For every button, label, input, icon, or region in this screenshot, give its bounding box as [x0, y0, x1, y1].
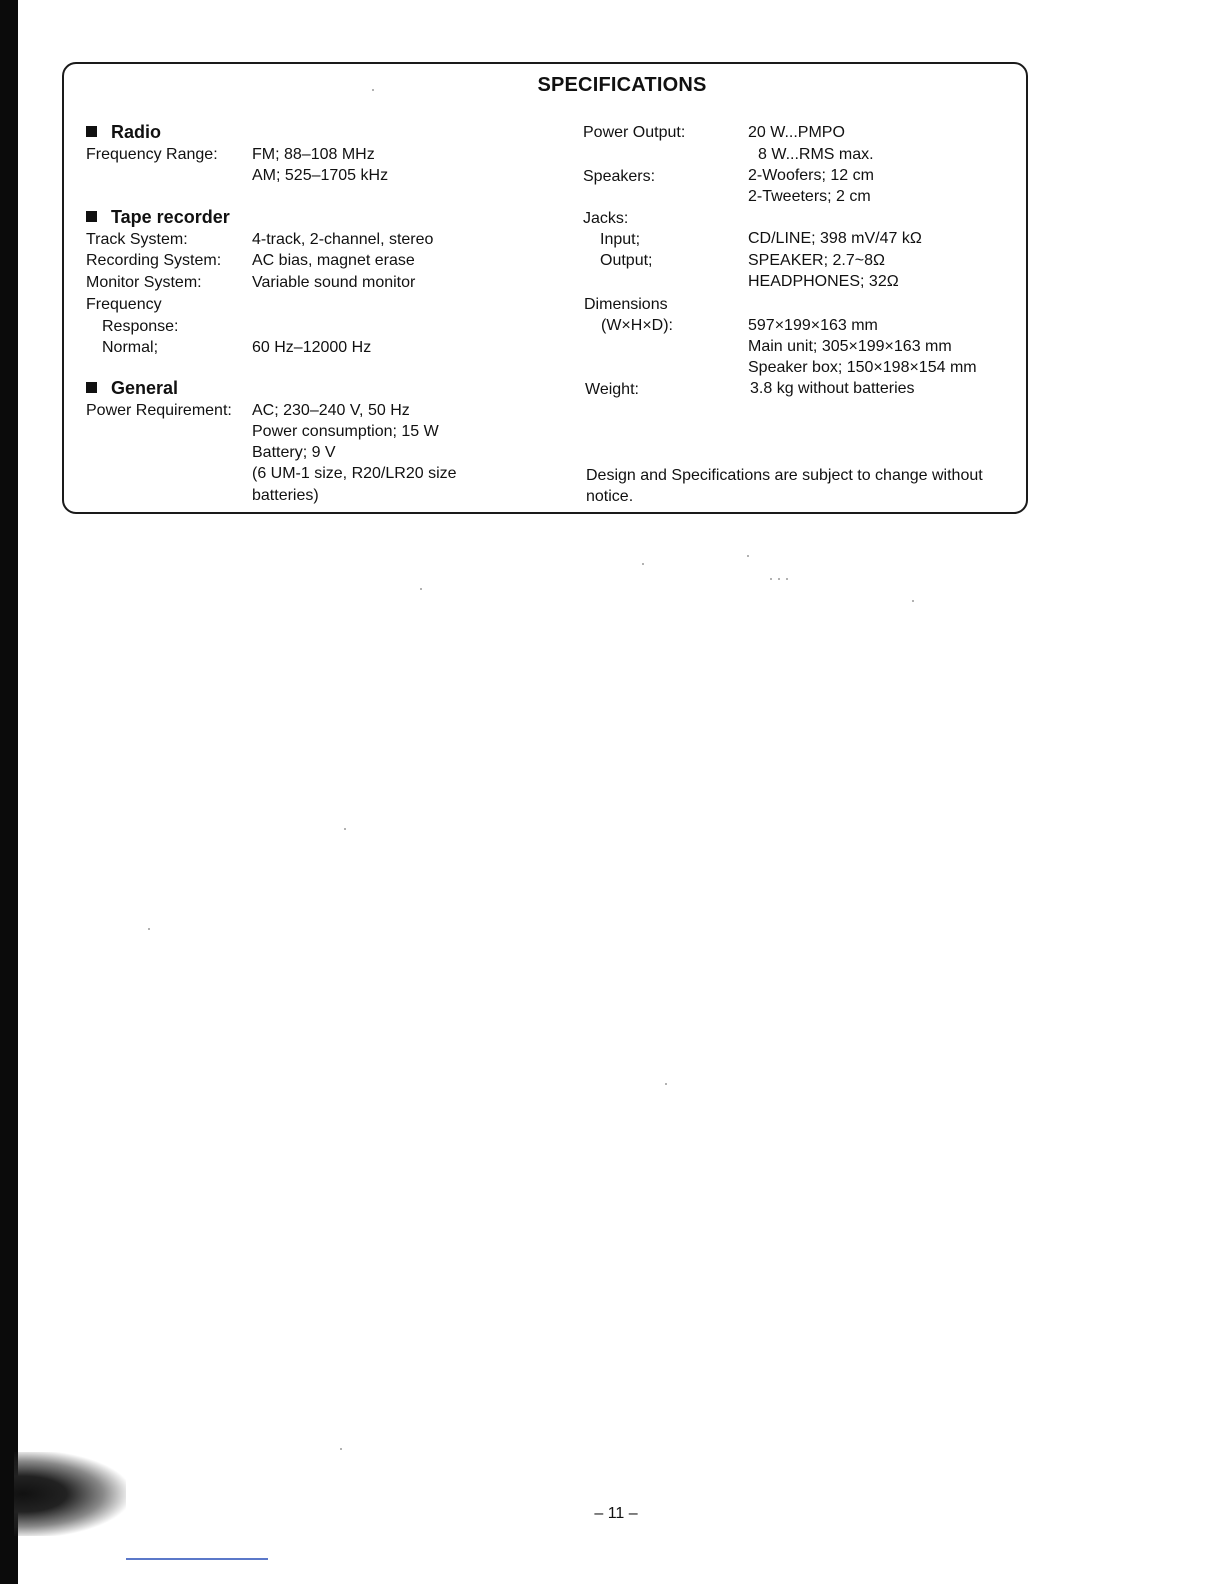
- page-title: SPECIFICATIONS: [537, 74, 707, 96]
- weight-value: 3.8 kg without batteries: [750, 380, 915, 397]
- battery-value: Battery; 9 V: [252, 444, 336, 461]
- scan-dust: [912, 600, 914, 602]
- recording-system-label: Recording System:: [86, 252, 222, 269]
- output-headphones-value: HEADPHONES; 32Ω: [748, 273, 899, 290]
- dimensions-whd-label: (W×H×D):: [601, 317, 673, 334]
- tape-recorder-heading: Tape recorder: [86, 207, 230, 228]
- power-consumption-value: Power consumption; 15 W: [252, 423, 439, 440]
- jacks-label: Jacks:: [583, 210, 629, 227]
- output-speaker-value: SPEAKER; 2.7~8Ω: [748, 252, 885, 269]
- specifications-note: Design and Specifications are subject to change without notice.: [586, 467, 983, 505]
- power-output-pmpo: 20 W...PMPO: [748, 124, 845, 141]
- radio-frequency-am: AM; 525–1705 kHz: [252, 167, 389, 184]
- general-heading: General: [86, 378, 178, 399]
- weight-label: Weight:: [585, 381, 639, 398]
- bullet-square-icon: [86, 126, 97, 137]
- track-system-value: 4-track, 2-channel, stereo: [252, 231, 434, 248]
- battery-size-line-2: batteries): [252, 487, 319, 504]
- scan-dust: [747, 555, 749, 557]
- dimensions-speaker-box: Speaker box; 150×198×154 mm: [748, 359, 977, 376]
- power-output-label: Power Output:: [583, 124, 686, 141]
- bullet-square-icon: [86, 382, 97, 393]
- scan-dust: [344, 828, 346, 830]
- radio-frequency-fm: FM; 88–108 MHz: [252, 146, 375, 163]
- scan-dust: [665, 1083, 667, 1085]
- scan-dust: [340, 1448, 342, 1450]
- speakers-tweeters: 2-Tweeters; 2 cm: [748, 188, 871, 205]
- scan-left-edge: [0, 0, 18, 1584]
- battery-size-line-1: (6 UM-1 size, R20/LR20 size: [252, 465, 457, 482]
- scan-dust: [786, 578, 788, 580]
- page-number: – 11 –: [594, 1505, 638, 1522]
- dimensions-label: Dimensions: [584, 296, 668, 313]
- recording-system-value: AC bias, magnet erase: [252, 252, 415, 269]
- scan-dust: [642, 563, 644, 565]
- scan-dust: [778, 578, 780, 580]
- speakers-woofers: 2-Woofers; 12 cm: [748, 167, 874, 184]
- normal-label: Normal;: [102, 339, 159, 356]
- input-label: Input;: [600, 231, 641, 248]
- scan-dust: [770, 578, 772, 580]
- output-label: Output;: [600, 252, 653, 269]
- power-output-rms: 8 W...RMS max.: [758, 146, 874, 163]
- power-requirement-label: Power Requirement:: [86, 402, 232, 419]
- power-ac-value: AC; 230–240 V, 50 Hz: [252, 402, 410, 419]
- scan-blue-mark: [126, 1558, 268, 1560]
- normal-frequency-value: 60 Hz–12000 Hz: [252, 339, 372, 356]
- scan-dust: [148, 928, 150, 930]
- speakers-label: Speakers:: [583, 168, 656, 185]
- dimensions-main-unit: Main unit; 305×199×163 mm: [748, 338, 952, 355]
- radio-heading: Radio: [86, 122, 161, 143]
- track-system-label: Track System:: [86, 231, 188, 248]
- input-value: CD/LINE; 398 mV/47 kΩ: [748, 230, 922, 247]
- scan-dust: [420, 588, 422, 590]
- dimensions-total: 597×199×163 mm: [748, 317, 878, 334]
- frequency-label: Frequency: [86, 296, 162, 313]
- response-label: Response:: [102, 318, 179, 335]
- bullet-square-icon: [86, 211, 97, 222]
- monitor-system-label: Monitor System:: [86, 274, 202, 291]
- radio-frequency-label: Frequency Range:: [86, 146, 218, 163]
- monitor-system-value: Variable sound monitor: [252, 274, 416, 291]
- scan-smudge: [14, 1452, 126, 1536]
